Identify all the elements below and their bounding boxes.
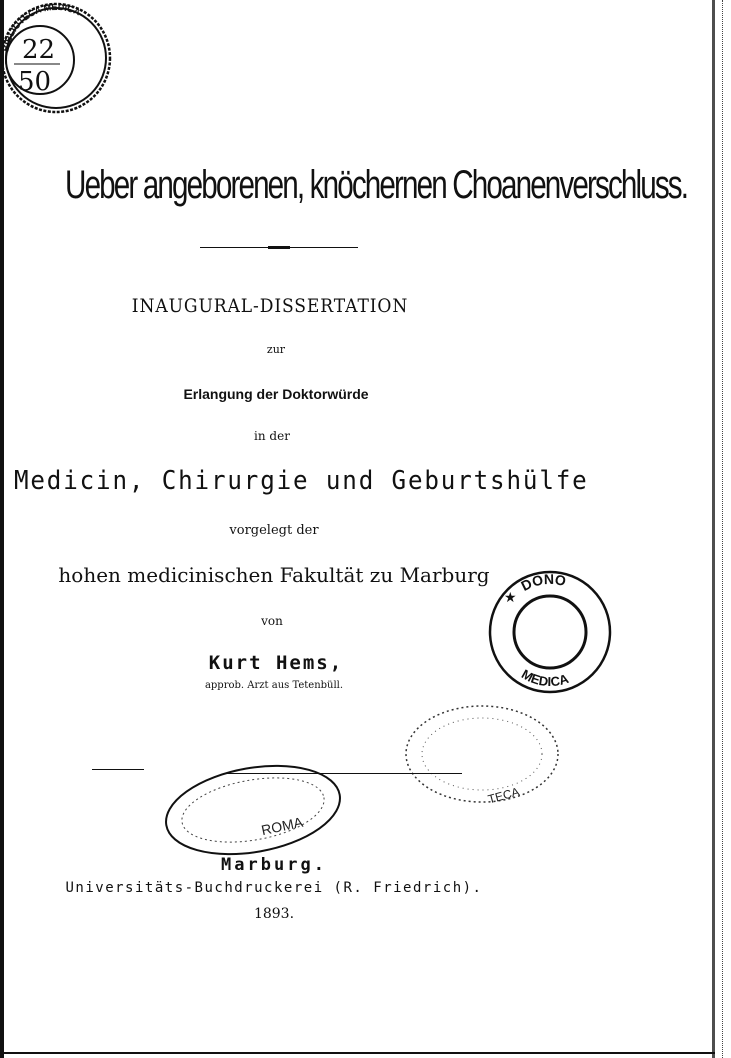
dono-stamp [484, 566, 616, 698]
svg-text:DONO [518, 571, 567, 594]
library-stamp-shelf-bottom: 50 [18, 67, 52, 97]
faint-stamp-left-text: ROMA [259, 813, 305, 839]
faculty-name: hohen medicinischen Fakultät zu Marburg [58, 563, 490, 587]
faculty-fields: Medicin, Chirurgie und Geburtshülfe [13, 466, 589, 496]
dono-stamp-top-text: DONO [518, 570, 568, 594]
vorgelegt-text: vorgelegt der [229, 523, 319, 538]
library-stamp-shelf-top: 22 [22, 35, 56, 65]
library-stamp [0, 0, 112, 120]
dissertation-heading: INAUGURAL-DISSERTATION [131, 295, 409, 317]
author-description: approb. Arzt aus Tetenbüll. [204, 680, 344, 691]
zur-text: zur [266, 343, 286, 356]
von-text: von [261, 614, 283, 628]
scan-edge-margin [722, 0, 731, 1058]
rule-left-segment [92, 769, 144, 770]
faint-stamp-right-text: TECA [486, 784, 521, 807]
scan-edge-bottom [0, 1052, 715, 1054]
author-name: Kurt Hems, [208, 652, 344, 674]
svg-text:MEDICA [519, 666, 571, 689]
document-title: Ueber angeborenen, knöchernen Choanenverschluss. [65, 163, 688, 207]
printer-name: Universitäts-Buchdruckerei (R. Friedrich). [65, 880, 483, 896]
faint-stamp-left [158, 762, 348, 858]
dono-star-icon: ★ [504, 590, 517, 606]
faint-stamp-right [402, 702, 562, 812]
dono-stamp-bottom-text: MEDICA [519, 666, 571, 690]
library-stamp-ring-text: BIBLIOTECA MEDICA [0, 1, 82, 53]
title-divider-center [268, 246, 290, 249]
publication-year: 1893. [253, 906, 295, 922]
in-der-text: in der [254, 429, 290, 443]
degree-text: Erlangung der Doktorwürde [183, 386, 369, 402]
scan-edge-right [712, 0, 715, 1058]
publication-city: Marburg. [221, 855, 327, 875]
